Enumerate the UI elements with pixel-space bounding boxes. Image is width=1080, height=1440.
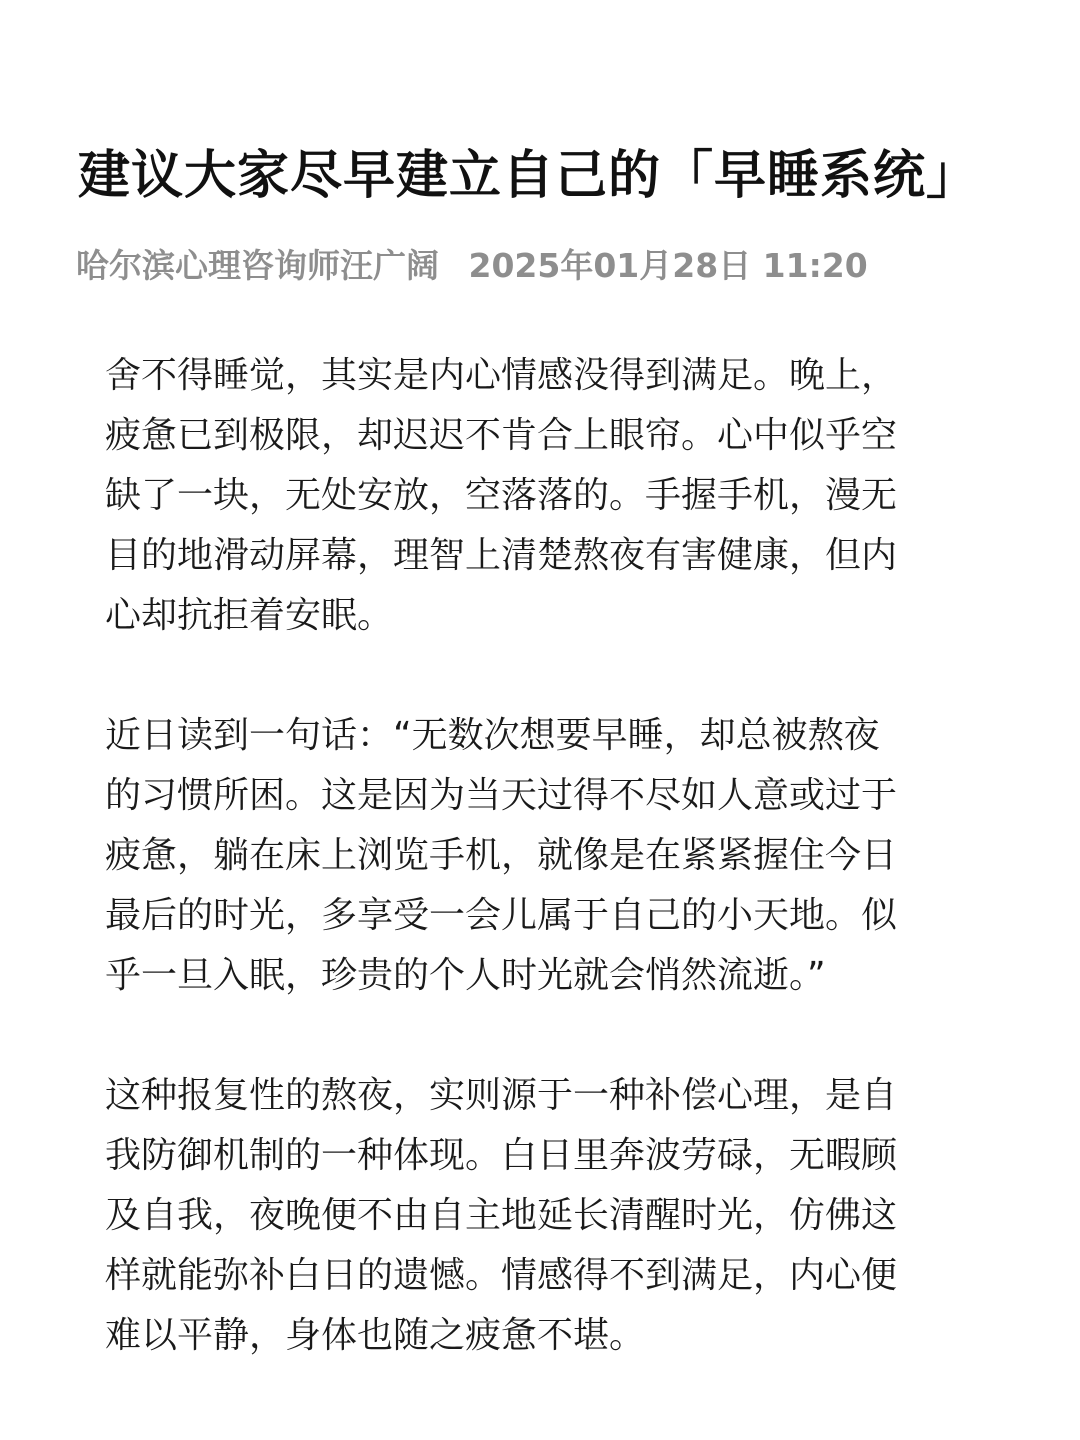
paragraph-1: [105, 346, 965, 646]
article-meta: [76, 240, 868, 292]
article-body: [105, 346, 965, 1426]
paragraph-line: 目的地滑动屏幕，理智上清楚熬夜有害健康，但内: [105, 535, 898, 576]
paragraph-line: 舍不得睡觉，其实是内心情感没得到满足。晚上，: [105, 355, 898, 396]
paragraph-line: 缺了一块，无处安放，空落落的。手握手机，漫无: [105, 475, 898, 516]
paragraph-2: [105, 706, 965, 1006]
paragraph-line: 疲惫，躺在床上浏览手机，就像是在紧紧握住今日: [105, 835, 898, 876]
paragraph-line: 心却抗拒着安眠。: [105, 595, 394, 636]
paragraph-line: 及自我，夜晚便不由自主地延长清醒时光，仿佛这: [105, 1195, 898, 1236]
author-name[interactable]: 哈尔滨心理咨询师汪广阔: [76, 246, 439, 285]
article-title: 建议大家尽早建立自己的「早睡系统」: [78, 146, 980, 206]
paragraph-line: 最后的时光，多享受一会儿属于自己的小天地。似: [105, 895, 898, 936]
paragraph-line: 近日读到一句话：“无数次想要早睡，却总被熬夜: [105, 715, 880, 756]
paragraph-line: 难以平静，身体也随之疲惫不堪。: [105, 1315, 646, 1356]
publish-datetime: 2025年01月28日 11:20: [468, 246, 868, 285]
paragraph-line: 的习惯所困。这是因为当天过得不尽如人意或过于: [105, 775, 898, 816]
paragraph-3: [105, 1066, 965, 1366]
paragraph-line: 样就能弥补白日的遗憾。情感得不到满足，内心便: [105, 1255, 898, 1296]
paragraph-line: 这种报复性的熬夜，实则源于一种补偿心理，是自: [105, 1075, 898, 1116]
paragraph-line: 疲惫已到极限，却迟迟不肯合上眼帘。心中似乎空: [105, 415, 898, 456]
paragraph-line: 乎一旦入眠，珍贵的个人时光就会悄然流逝。”: [105, 955, 826, 996]
paragraph-line: 我防御机制的一种体现。白日里奔波劳碌，无暇顾: [105, 1135, 898, 1176]
